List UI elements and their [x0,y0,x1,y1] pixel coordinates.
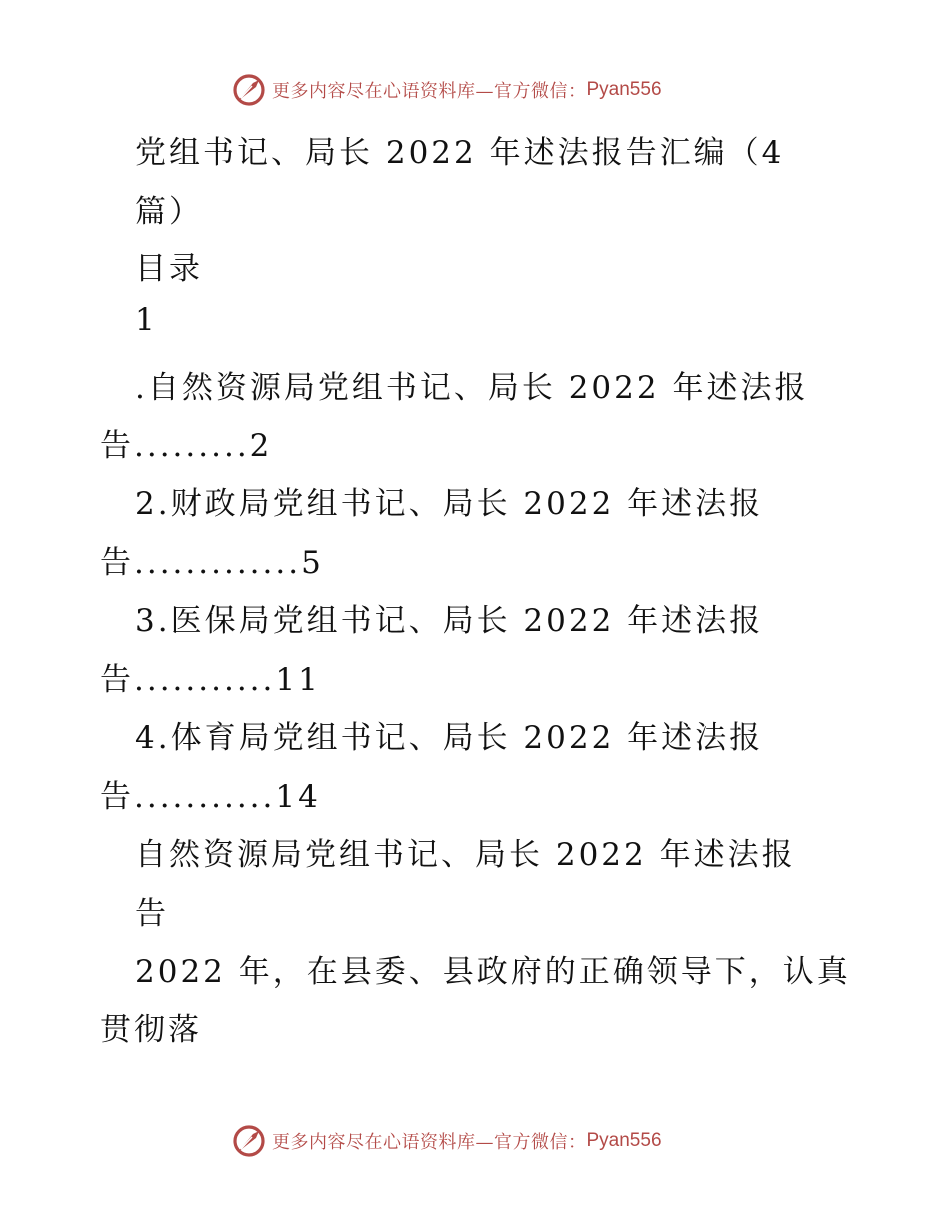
toc-entry-1-line1[interactable]: .自然资源局党组书记、局长 2022 年述法报 [135,370,809,406]
footer-banner [232,1121,662,1161]
body-paragraph-line2: 贯彻落 [100,1012,202,1048]
toc-number-1: 1 [135,302,158,338]
toc-entry-4-line2[interactable]: 告...........14 [100,779,321,815]
toc-entry-1-line2[interactable]: 告.........2 [100,428,273,464]
footer-banner-id: Pyan556 [586,1130,662,1151]
toc-entry-2-line1[interactable]: 2.财政局党组书记、局长 2022 年述法报 [135,486,764,522]
header-banner-text: 更多内容尽在心语资料库—官方微信： [272,81,587,102]
section-title-line2: 告 [135,896,169,932]
quill-logo-icon [232,73,266,107]
toc-heading: 目录 [135,251,203,287]
toc-entry-2-line2[interactable]: 告.............5 [100,545,324,581]
doc-title-line2: 篇） [135,194,203,230]
toc-entry-3-line2[interactable]: 告...........11 [100,662,321,698]
quill-logo-icon [232,1124,266,1158]
toc-entry-4-line1[interactable]: 4.体育局党组书记、局长 2022 年述法报 [135,720,764,756]
footer-banner-text: 更多内容尽在心语资料库—官方微信： [272,1132,587,1153]
header-banner-id: Pyan556 [586,79,662,100]
doc-title-line1: 党组书记、局长 2022 年述法报告汇编（4 [135,135,785,171]
body-paragraph-line1: 2022 年，在县委、县政府的正确领导下，认真 [135,954,851,990]
header-banner [232,70,662,110]
section-title-line1: 自然资源局党组书记、局长 2022 年述法报 [135,837,796,873]
toc-entry-3-line1[interactable]: 3.医保局党组书记、局长 2022 年述法报 [135,603,764,639]
